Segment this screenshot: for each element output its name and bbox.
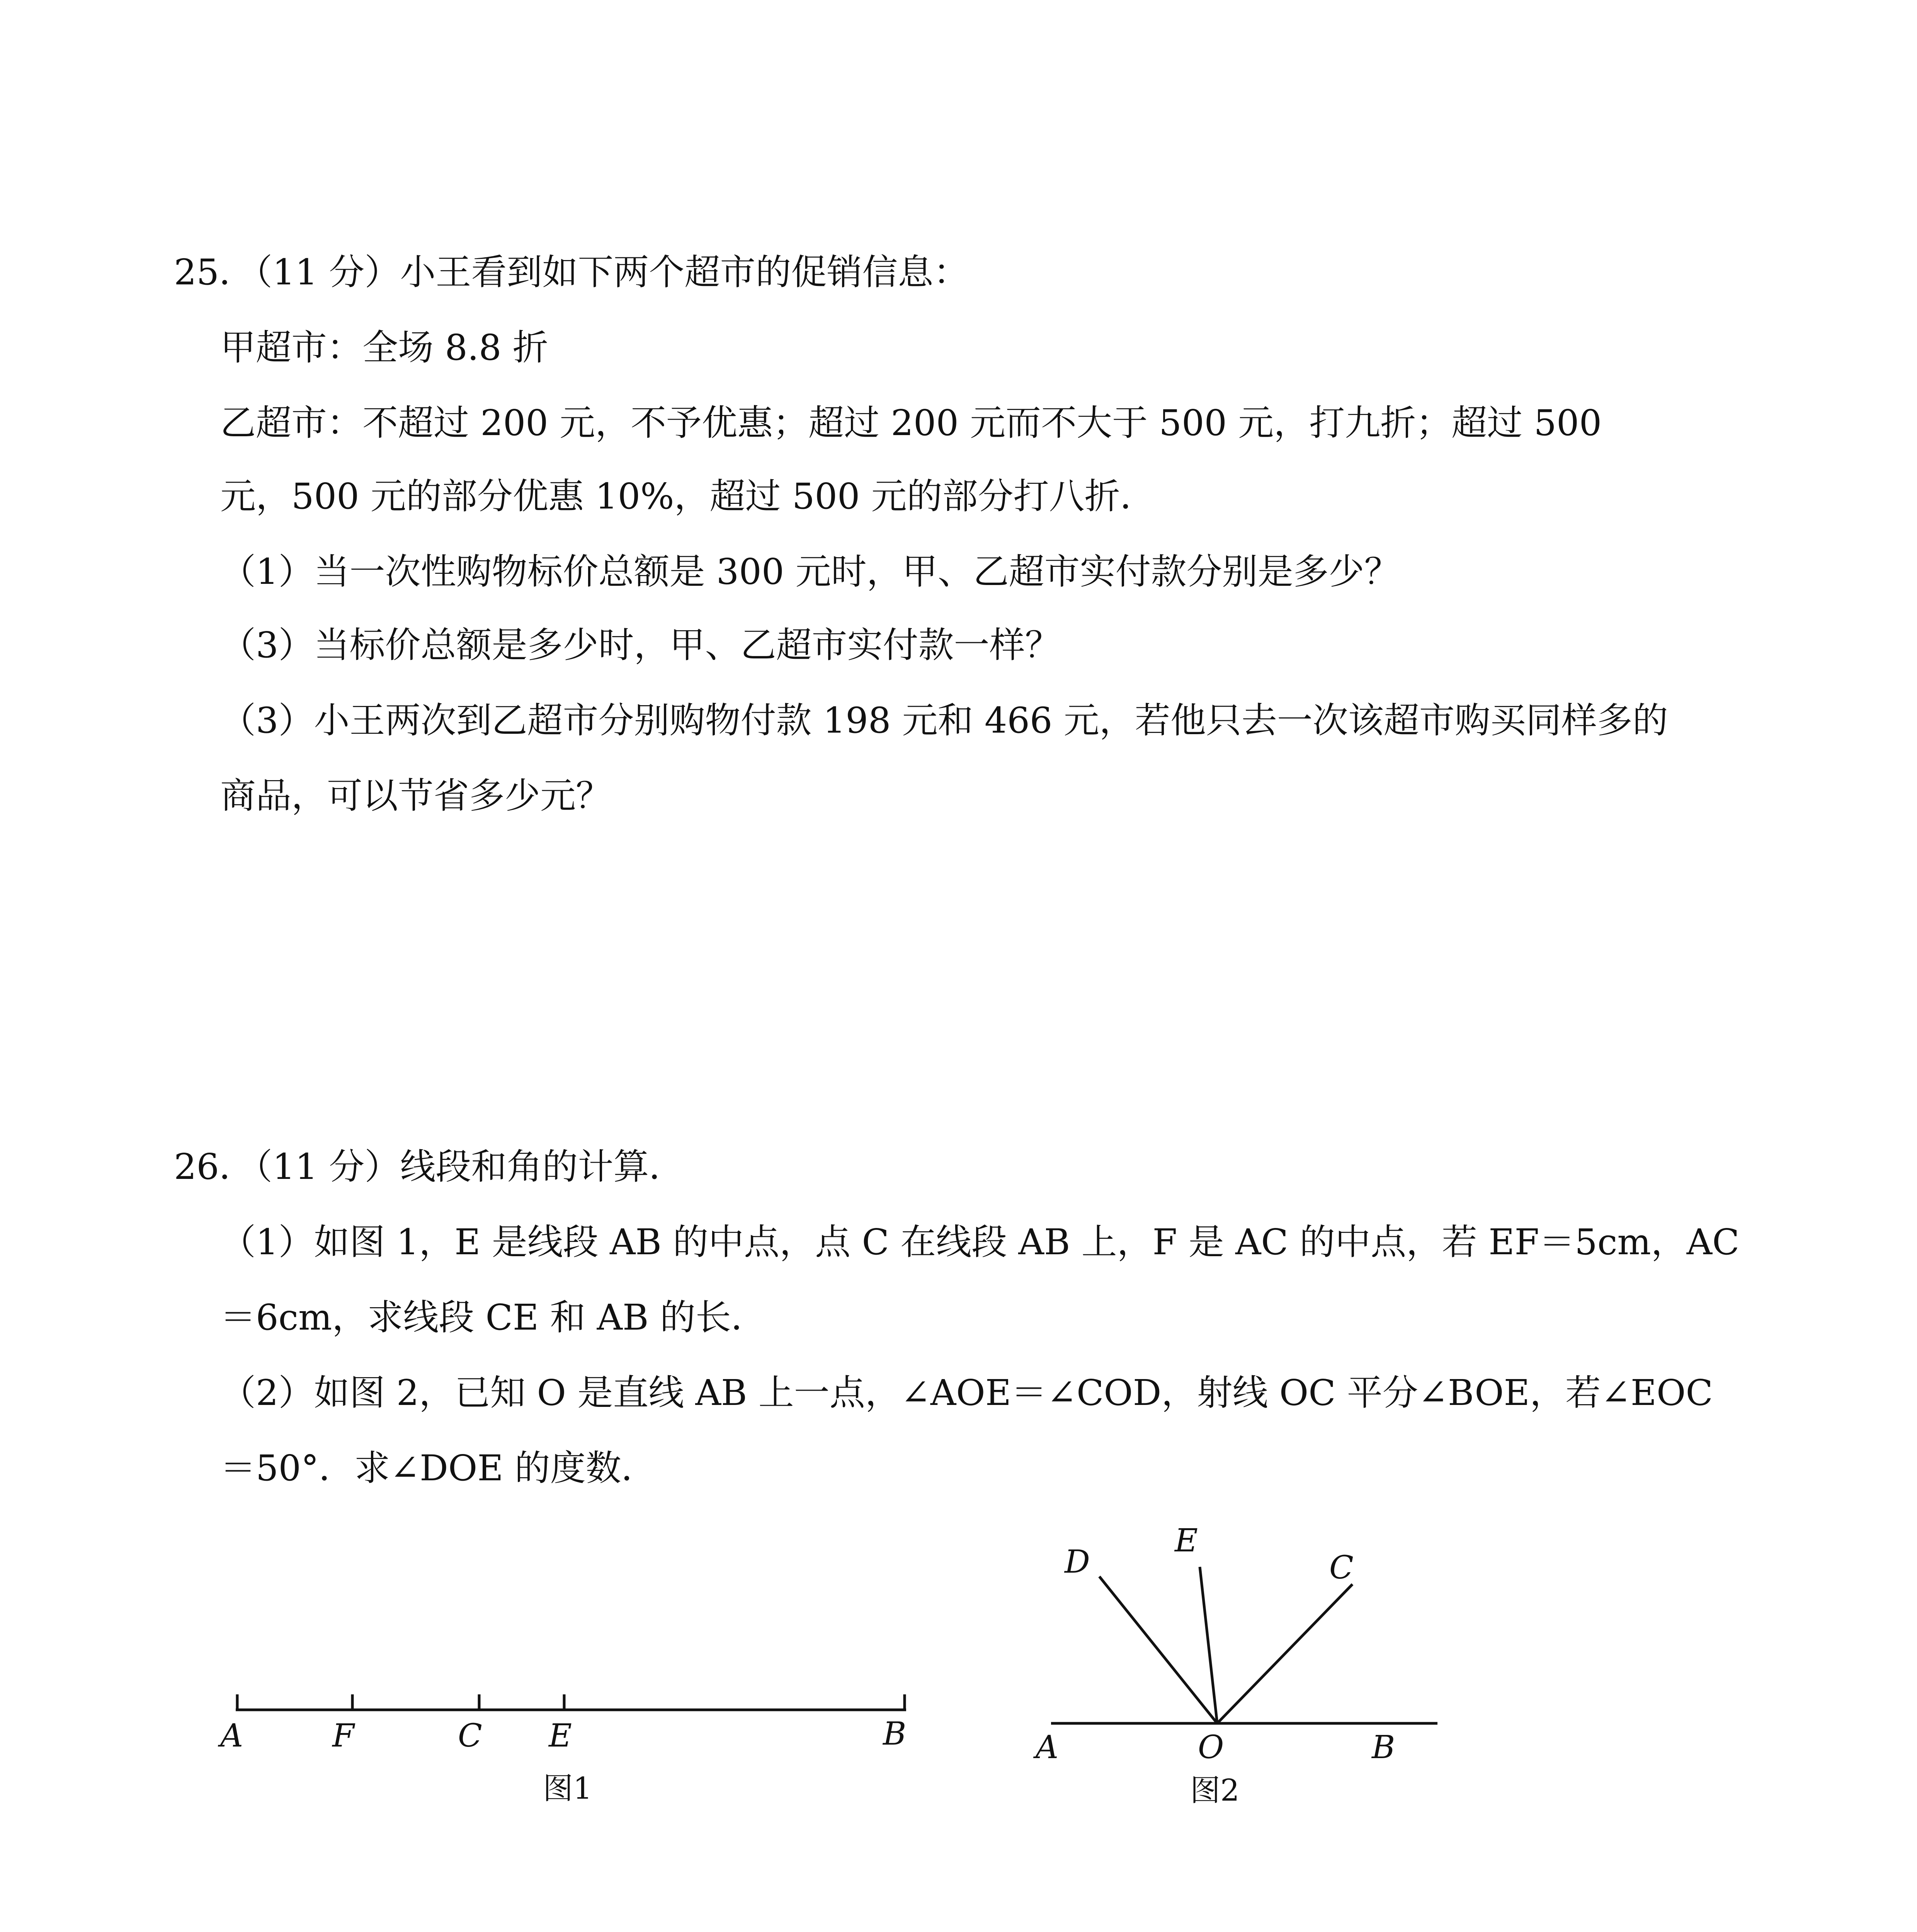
q25-part3-1: （3）小王两次到乙超市分别购物付款 198 元和 466 元，若他只去一次该超市购买同样多的: [220, 700, 1668, 741]
q26-heading: 26．（11 分）线段和角的计算．: [174, 1146, 685, 1187]
ray-oe: [1200, 1567, 1217, 1723]
figure-1: [236, 1694, 906, 1710]
fig2-label-o: O: [1198, 1729, 1224, 1766]
q25-yi-text-2: 元，500 元的部分优惠 10%，超过 500 元的部分打八折．: [220, 476, 1156, 517]
q25-part3-2: 商品，可以节省多少元？: [220, 775, 612, 816]
fig1-label-e: E: [549, 1718, 572, 1754]
fig2-label-a: A: [1036, 1729, 1059, 1766]
fig1-caption: 图1: [543, 1771, 592, 1806]
figure-2: [1051, 1567, 1437, 1723]
fig2-label-c: C: [1329, 1549, 1354, 1586]
fig2-label-d: D: [1065, 1544, 1090, 1580]
fig2-caption: 图2: [1190, 1773, 1240, 1808]
fig1-label-b: B: [883, 1716, 907, 1752]
q26-part1-1: （1）如图 1，E 是线段 AB 的中点，点 C 在线段 AB 上，F 是 AC 的中点，若 EF＝5cm，AC: [220, 1221, 1740, 1263]
fig2-label-b: B: [1372, 1729, 1395, 1766]
q25-part2: （3）当标价总额是多少时，甲、乙超市实付款一样？: [220, 624, 1061, 666]
q25-part1: （1）当一次性购物标价总额是 300 元时，甲、乙超市实付款分别是多少？: [220, 551, 1400, 592]
q26-part2-1: （2）如图 2，已知 O 是直线 AB 上一点，∠AOE＝∠COD，射线 OC 平分∠BOE，若∠EOC: [220, 1372, 1713, 1413]
fig1-label-a: A: [220, 1718, 243, 1754]
q26-part2-2: ＝50°．求∠DOE 的度数．: [220, 1447, 657, 1489]
q25-jia-text: 甲超市：全场 8.8 折: [220, 327, 548, 368]
q25-yi-text-1: 乙超市：不超过 200 元，不予优惠；超过 200 元而不大于 500 元，打九折；超过 500: [220, 402, 1602, 444]
ray-od: [1099, 1577, 1217, 1723]
fig1-label-c: C: [458, 1718, 482, 1754]
ray-oc: [1217, 1584, 1352, 1723]
fig1-label-f: F: [332, 1718, 354, 1754]
fig2-label-e: E: [1175, 1522, 1198, 1559]
q26-part1-2: ＝6cm，求线段 CE 和 AB 的长．: [220, 1297, 767, 1338]
q25-heading: 25．（11 分）小王看到如下两个超市的促销信息：: [174, 252, 969, 293]
